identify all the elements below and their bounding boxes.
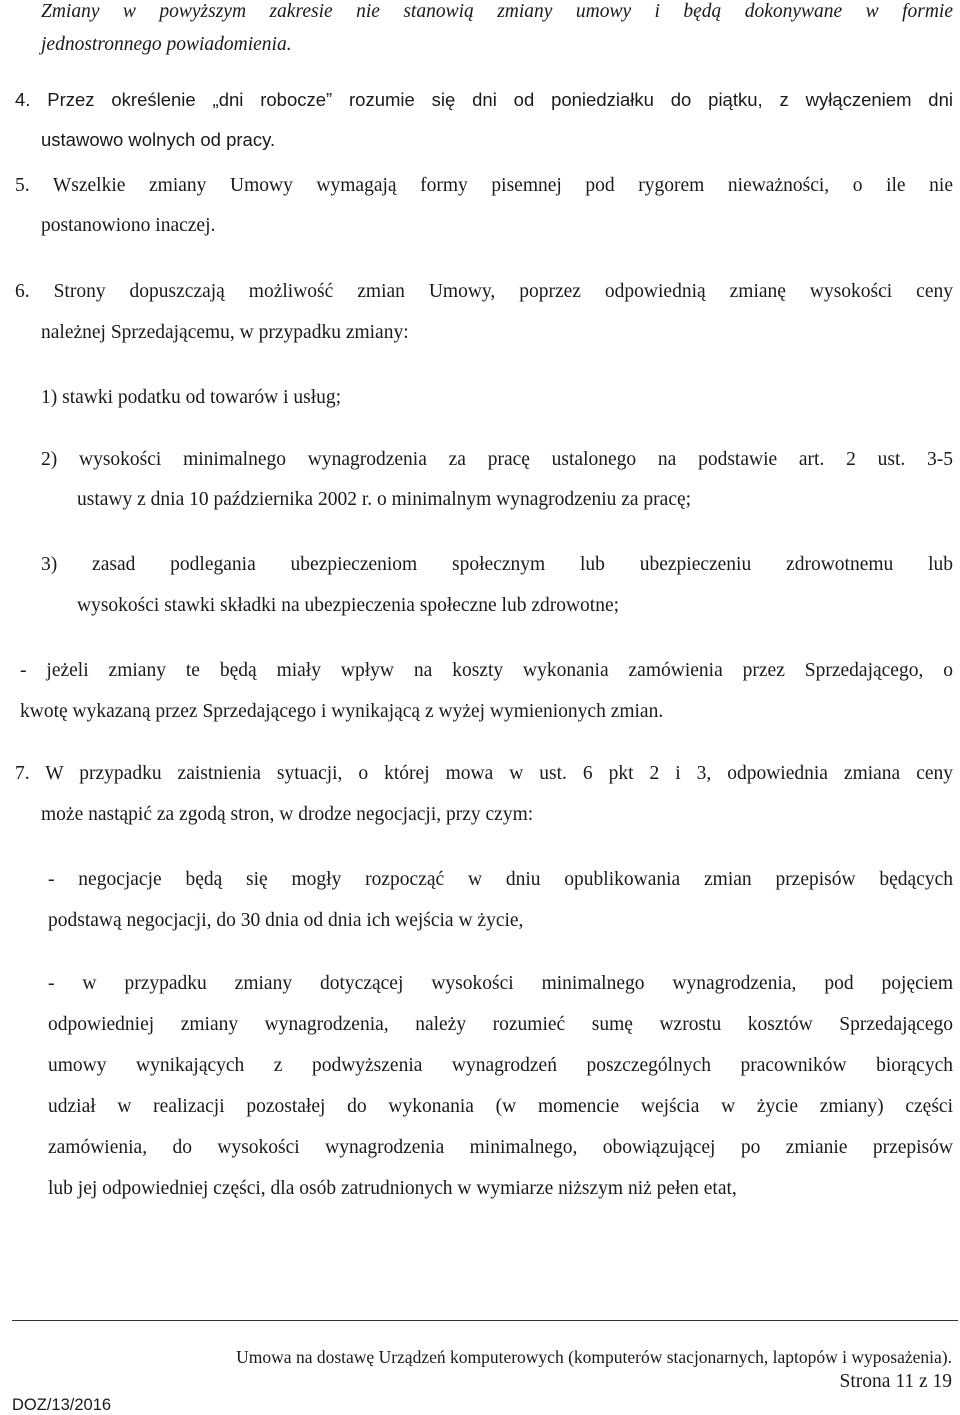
intro-line-2: jednostronnego powiadomienia. xyxy=(41,34,292,55)
dash-clause-a-line-2: kwotę wykazaną przez Sprzedającego i wynikającą z wyżej wymienionych zmian. xyxy=(20,701,664,722)
list-item-3-line-2: wysokości stawki składki na ubezpieczenia społeczne lub zdrowotne; xyxy=(77,595,620,616)
footer-divider xyxy=(12,1320,958,1321)
dash-clause-a-line-1: - jeżeli zmiany te będą miały wpływ na koszty wykonania zamówienia przez Sprzedającego, o xyxy=(20,660,953,681)
paragraph-5-line-2: postanowiono inaczej. xyxy=(41,215,216,236)
footer-document-title: Umowa na dostawę Urządzeń komputerowych (komputerów stacjonarnych, laptopów i wyposażenia). xyxy=(236,1347,952,1367)
paragraph-4-line-1: 4. Przez określenie „dni robocze” rozumie się dni od poniedziałku do piątku, z wyłączeniem dni xyxy=(15,89,953,110)
dash-clause-b-line-1: - negocjacje będą się mogły rozpocząć w dniu opublikowania zmian przepisów będących xyxy=(48,869,953,890)
paragraph-7-line-2: może nastąpić za zgodą stron, w drodze negocjacji, przy czym: xyxy=(41,804,534,825)
paragraph-5-line-1: 5. Wszelkie zmiany Umowy wymagają formy pisemnej pod rygorem nieważności, o ile nie xyxy=(15,175,953,196)
dash-clause-c-line-5: zamówienia, do wysokości wynagrodzenia minimalnego, obowiązującej po zmianie przepisów xyxy=(48,1137,953,1158)
list-item-2-line-1: 2) wysokości minimalnego wynagrodzenia za pracę ustalonego na podstawie art. 2 ust. 3-5 xyxy=(41,449,953,470)
dash-clause-b-line-2: podstawą negocjacji, do 30 dnia od dnia ich wejścia w życie, xyxy=(48,910,524,931)
footer-page-number: Strona 11 z 19 xyxy=(839,1371,952,1392)
paragraph-6-line-2: należnej Sprzedającemu, w przypadku zmiany: xyxy=(41,322,409,343)
intro-line-1: Zmiany w powyższym zakresie nie stanowią zmiany umowy i będą dokonywane w formie xyxy=(41,1,953,22)
dash-clause-c-line-2: odpowiedniej zmiany wynagrodzenia, należy rozumieć sumę wzrostu kosztów Sprzedającego xyxy=(48,1014,953,1035)
list-item-3-line-1: 3) zasad podlegania ubezpieczeniom społecznym lub ubezpieczeniu zdrowotnemu lub xyxy=(41,554,953,575)
paragraph-7-line-1: 7. W przypadku zaistnienia sytuacji, o której mowa w ust. 6 pkt 2 i 3, odpowiednia zmiana ceny xyxy=(15,763,953,784)
paragraph-4-line-2: ustawowo wolnych od pracy. xyxy=(41,129,276,150)
paragraph-6-line-1: 6. Strony dopuszczają możliwość zmian Umowy, poprzez odpowiednią zmianę wysokości ceny xyxy=(15,281,953,302)
dash-clause-c-line-3: umowy wynikających z podwyższenia wynagrodzeń poszczególnych pracowników biorących xyxy=(48,1055,953,1076)
dash-clause-c-line-1: - w przypadku zmiany dotyczącej wysokości minimalnego wynagrodzenia, pod pojęciem xyxy=(48,973,953,994)
list-item-1: 1) stawki podatku od towarów i usług; xyxy=(41,387,342,408)
footer-document-number: DOZ/13/2016 xyxy=(12,1396,112,1414)
dash-clause-c-line-6: lub jej odpowiedniej części, dla osób zatrudnionych w wymiarze niższym niż pełen etat, xyxy=(48,1178,737,1199)
dash-clause-c-line-4: udział w realizacji pozostałej do wykonania (w momencie wejścia w życie zmiany) części xyxy=(48,1096,953,1117)
list-item-2-line-2: ustawy z dnia 10 października 2002 r. o minimalnym wynagrodzeniu za pracę; xyxy=(77,489,692,510)
